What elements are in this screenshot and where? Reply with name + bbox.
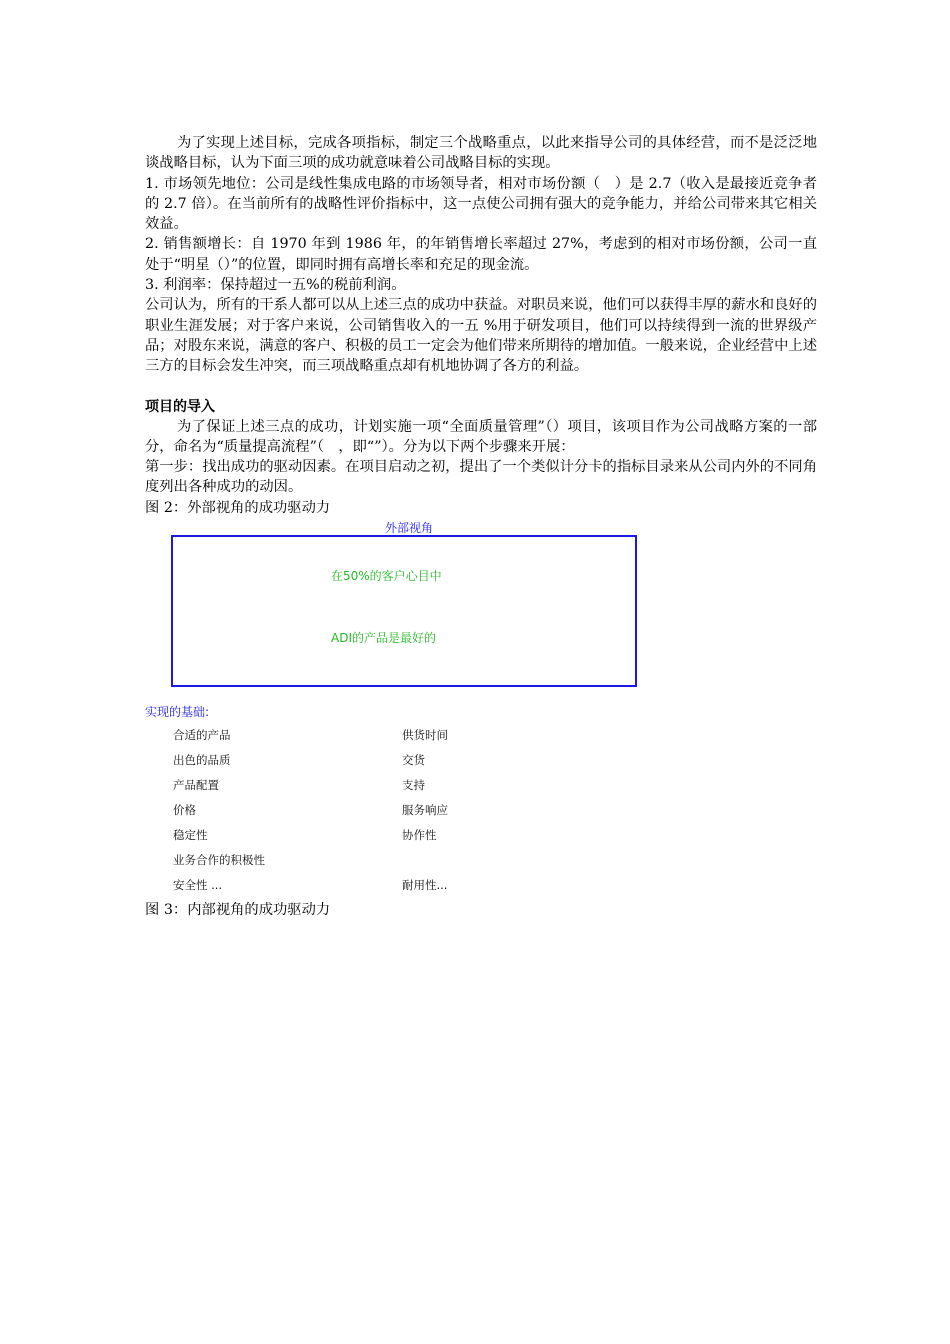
driver-item: 耐用性... <box>402 877 448 892</box>
paragraph-tqm-project: 为了保证上述三点的成功，计划实施一项“全面质量管理”（）项目，该项目作为公司战略方案的一部分，命名为“质量提高流程”（ ，即“”）。分为以下两个步骤来开展： <box>145 418 817 455</box>
paragraph-market-leadership: 1. 市场领先地位：公司是线性集成电路的市场领导者，相对市场份额（ ）是 2.7（收入是最接近竞争者的 2.7 倍）。在当前所有的战略性评价指标中，这一点使公司拥有强大的竞争能力，并给公司带来其它相关效益。 <box>145 175 817 233</box>
driver-item: 协作性 <box>402 827 437 842</box>
figure-2-caption: 图 2：外部视角的成功驱动力 <box>145 499 331 516</box>
driver-row <box>173 752 613 777</box>
driver-item: 安全性 ... <box>173 877 223 892</box>
driver-row <box>173 827 613 852</box>
basis-title: 实现的基础: <box>145 704 210 719</box>
document-page <box>145 133 817 920</box>
paragraph-strategy-intro: 为了实现上述目标，完成各项指标，制定三个战略重点，以此来指导公司的具体经营，而不是泛泛地谈战略目标，认为下面三项的成功就意味着公司战略目标的实现。 <box>145 135 817 172</box>
paragraph-step-one: 第一步：找出成功的驱动因素。在项目启动之初，提出了一个类似计分卡的指标目录来从公司内外的不同角度列出各种成功的动因。 <box>145 459 817 496</box>
goal-text-1: 在50%的客户心目中 <box>331 568 442 583</box>
driver-item: 支持 <box>402 777 425 792</box>
driver-item: 业务合作的积极性 <box>173 852 265 867</box>
driver-item: 合适的产品 <box>173 727 231 742</box>
goal-box <box>171 535 637 687</box>
figure-title: 外部视角 <box>385 520 434 535</box>
driver-row <box>173 802 613 827</box>
driver-list <box>173 727 613 902</box>
paragraph-stakeholders: 公司认为，所有的干系人都可以从上述三点的成功中获益。对职员来说，他们可以获得丰厚的薪水和良好的职业生涯发展；对于客户来说，公司销售收入的一五 %用于研发项目，他们可以持续得到一流的世界级产品；对股东来说，满意的客户、积极的员工一定会为他们带来所期待的增加值。一般来说，企业经营中上述三方的目标会发生冲突，而三项战略重点却有机地协调了各方的利益。 <box>145 297 817 375</box>
driver-item: 出色的品质 <box>173 752 231 767</box>
driver-row <box>173 877 613 902</box>
goal-text-2: ADI的产品是最好的 <box>331 630 436 645</box>
figure-3-caption: 图 3：内部视角的成功驱动力 <box>145 901 331 918</box>
driver-item: 产品配置 <box>173 777 219 792</box>
driver-item: 服务响应 <box>402 802 448 817</box>
driver-row <box>173 852 613 877</box>
external-perspective-figure <box>145 518 817 900</box>
driver-item: 供货时间 <box>402 727 448 742</box>
paragraph-profit-margin: 3. 利润率：保持超过一五%的税前利润。 <box>145 277 406 294</box>
paragraph-sales-growth: 2. 销售额增长：自 1970 年到 1986 年，的年销售增长率超过 27%，考虑到的相对市场份额，公司一直处于“明星（）”的位置，即同时拥有高增长率和充足的现金流。 <box>145 236 817 273</box>
driver-item: 价格 <box>173 802 196 817</box>
section-heading: 项目的导入 <box>145 398 215 415</box>
driver-item: 稳定性 <box>173 827 208 842</box>
driver-row <box>173 777 613 802</box>
driver-item: 交货 <box>402 752 425 767</box>
driver-row <box>173 727 613 752</box>
